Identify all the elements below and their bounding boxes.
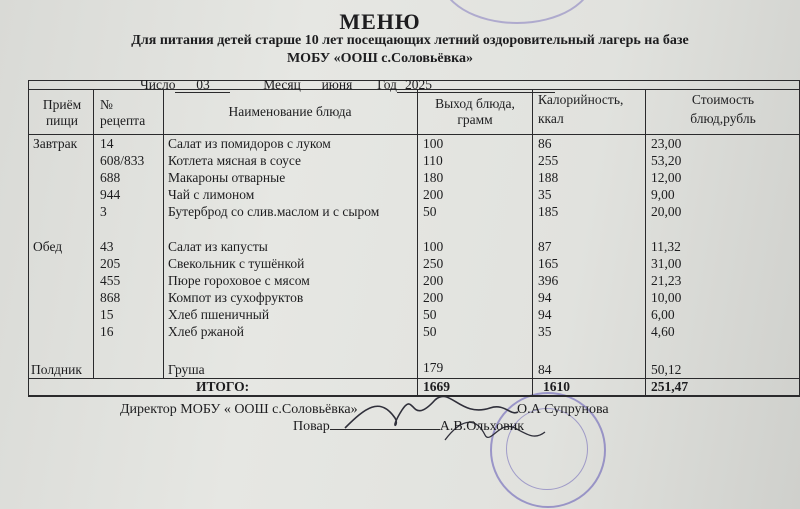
totals-label: ИТОГО:	[196, 379, 250, 394]
date-row	[140, 76, 555, 93]
year-value: 2025	[397, 78, 555, 93]
month-value: июня	[321, 77, 353, 92]
totals-cost: 251,47	[651, 379, 689, 394]
header-dish-name: Наименование блюда	[228, 104, 352, 119]
meal-label-lunch: Обед	[33, 239, 63, 254]
director-label: Директор МОБУ « ООШ с.Соловьёвка»	[120, 402, 358, 417]
menu-document: МЕНЮ Для питания детей старше 10 лет посещающих летний оздоровительный лагерь на базе МОБУ «ООШ с.Соловьёвка» Число 03 Месяц июня Год 2025 Приём пищи № рецепта Наименование блюда Выход блюда, грамм Калорийность, ккал Стоимость блюд,рубль Завтрак 14 Салат из помидоров с луком 100 86 23,00 608/833 Котлета мясная в соусе 110 255 53,20 688 Макароны отварные 180 188 12,00 944 Чай с лимоном 200 35 9,00 3 Бутерброд со слив.маслом и с сыром 50 185 20,00 Обед 43 Салат из капусты 100 87 11,32 205 Свекольник с тушёнкой 250 165 31,00 455 Пюре гороховое с мясом 200 396 21,23 868 Компот из сухофруктов 200 94 10,00 15 Хлеб пшеничный 50 94 6,00 16 Хлеб ржаной 50 35 4,60 Полдник Груша 179 84 50,12 ИТОГО: 1669 1610 251,47 Директор МОБУ « ООШ с.Соловьёвка» О.А Супрунова Повар А.В.Ольховик	[0, 0, 800, 509]
director-name: О.А Супрунова	[517, 402, 609, 417]
header-recipe: № рецепта	[100, 97, 146, 128]
totals-output: 1669	[423, 379, 450, 394]
cook-signature-line	[293, 418, 524, 435]
subtitle-line-1: Для питания детей старше 10 лет посещающих летний оздоровительный лагерь на базе	[131, 33, 689, 48]
header-cost: Стоимость блюд,рубль	[690, 92, 756, 126]
year-label: Год	[377, 77, 397, 92]
header-meal: Приём пищи	[42, 97, 82, 128]
page-title: МЕНЮ	[339, 9, 421, 34]
totals-calories: 1610	[543, 379, 570, 394]
subtitle-line-2: МОБУ «ООШ с.Соловьёвка»	[286, 51, 474, 66]
day-value: 03	[175, 78, 230, 93]
month-label: Месяц	[263, 77, 301, 92]
header-calories: Калорийность, ккал	[538, 92, 624, 126]
meal-label-breakfast: Завтрак	[33, 136, 78, 151]
day-label: Число	[140, 77, 176, 92]
header-output: Выход блюда, грамм	[435, 96, 515, 127]
cook-label: Повар	[293, 419, 330, 434]
meal-label-snack: Полдник	[31, 362, 82, 377]
cook-name: А.В.Ольховик	[439, 419, 525, 434]
